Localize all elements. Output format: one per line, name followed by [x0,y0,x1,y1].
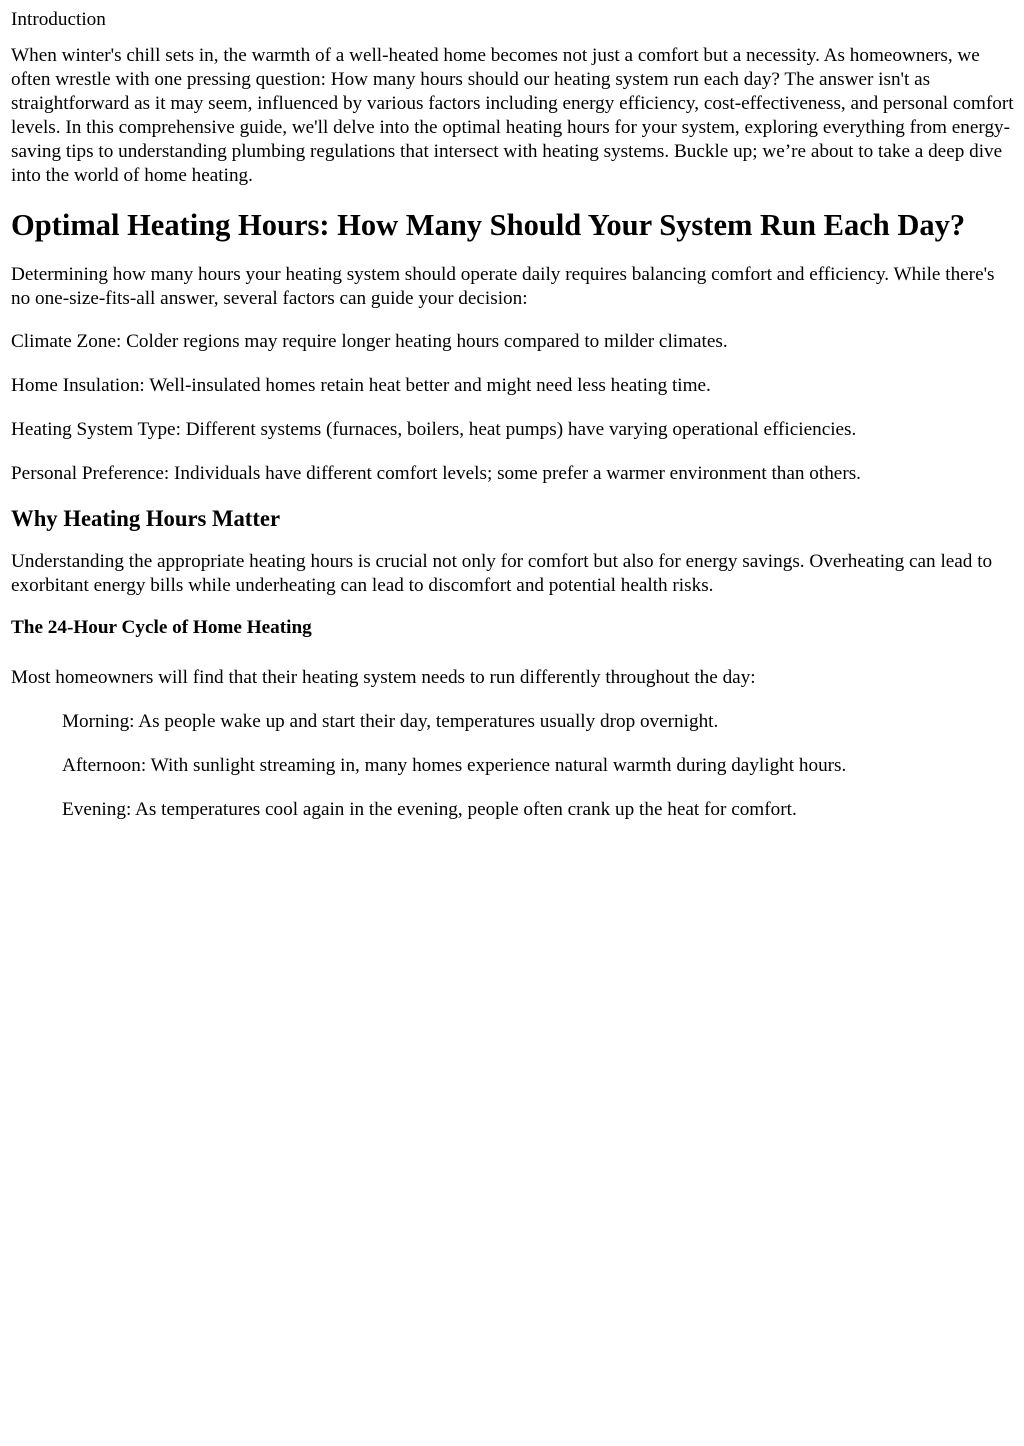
period-evening: Evening: As temperatures cool again in the evening, people often crank up the heat for comfort. [62,799,797,820]
factor-climate-zone: Climate Zone: Colder regions may require longer heating hours compared to milder climates. [11,331,728,352]
factor-heating-system-type: Heating System Type: Different systems (furnaces, boilers, heat pumps) have varying operational efficiencies. [11,419,857,440]
main-heading: Optimal Heating Hours: How Many Should Your System Run Each Day? [11,208,966,242]
intro-label: Introduction [11,9,106,30]
why-heating-hours-heading: Why Heating Hours Matter [11,506,281,531]
daily-cycle-heading: The 24-Hour Cycle of Home Heating [11,617,312,638]
daily-cycle-lead: Most homeowners will find that their heating system needs to run differently throughout the day: [11,667,756,688]
factor-home-insulation: Home Insulation: Well-insulated homes retain heat better and might need less heating time. [11,375,711,396]
period-afternoon: Afternoon: With sunlight streaming in, many homes experience natural warmth during daylight hours. [62,755,847,776]
why-heating-hours-paragraph: Understanding the appropriate heating hours is crucial not only for comfort but also for energy savings. Overheating can lead to exorbitant energy bills while underheating can lead to discomfort and potential health risks. [11,551,993,596]
intro-paragraph: When winter's chill sets in, the warmth of a well-heated home becomes not just a comfort but a necessity. As homeowners, we often wrestle with one pressing question: How many hours should our heating system run each day? The answer isn't as straightforward as it may seem, influenced by various factors including energy efficiency, cost-effectiveness, and personal comfort levels. In this comprehensive guide, we'll delve into the optimal heating hours for your system, exploring everything from energy-saving tips to understanding plumbing regulations that intersect with heating systems. Buckle up; we’re about to take a deep dive into the world of home heating. [11,45,1014,186]
heating-factors-lead: Determining how many hours your heating system should operate daily requires balancing comfort and efficiency. While there's no one-size-fits-all answer, several factors can guide your decision: [11,264,995,309]
period-morning: Morning: As people wake up and start their day, temperatures usually drop overnight. [62,711,719,732]
factor-personal-preference: Personal Preference: Individuals have different comfort levels; some prefer a warmer environment than others. [11,463,861,484]
